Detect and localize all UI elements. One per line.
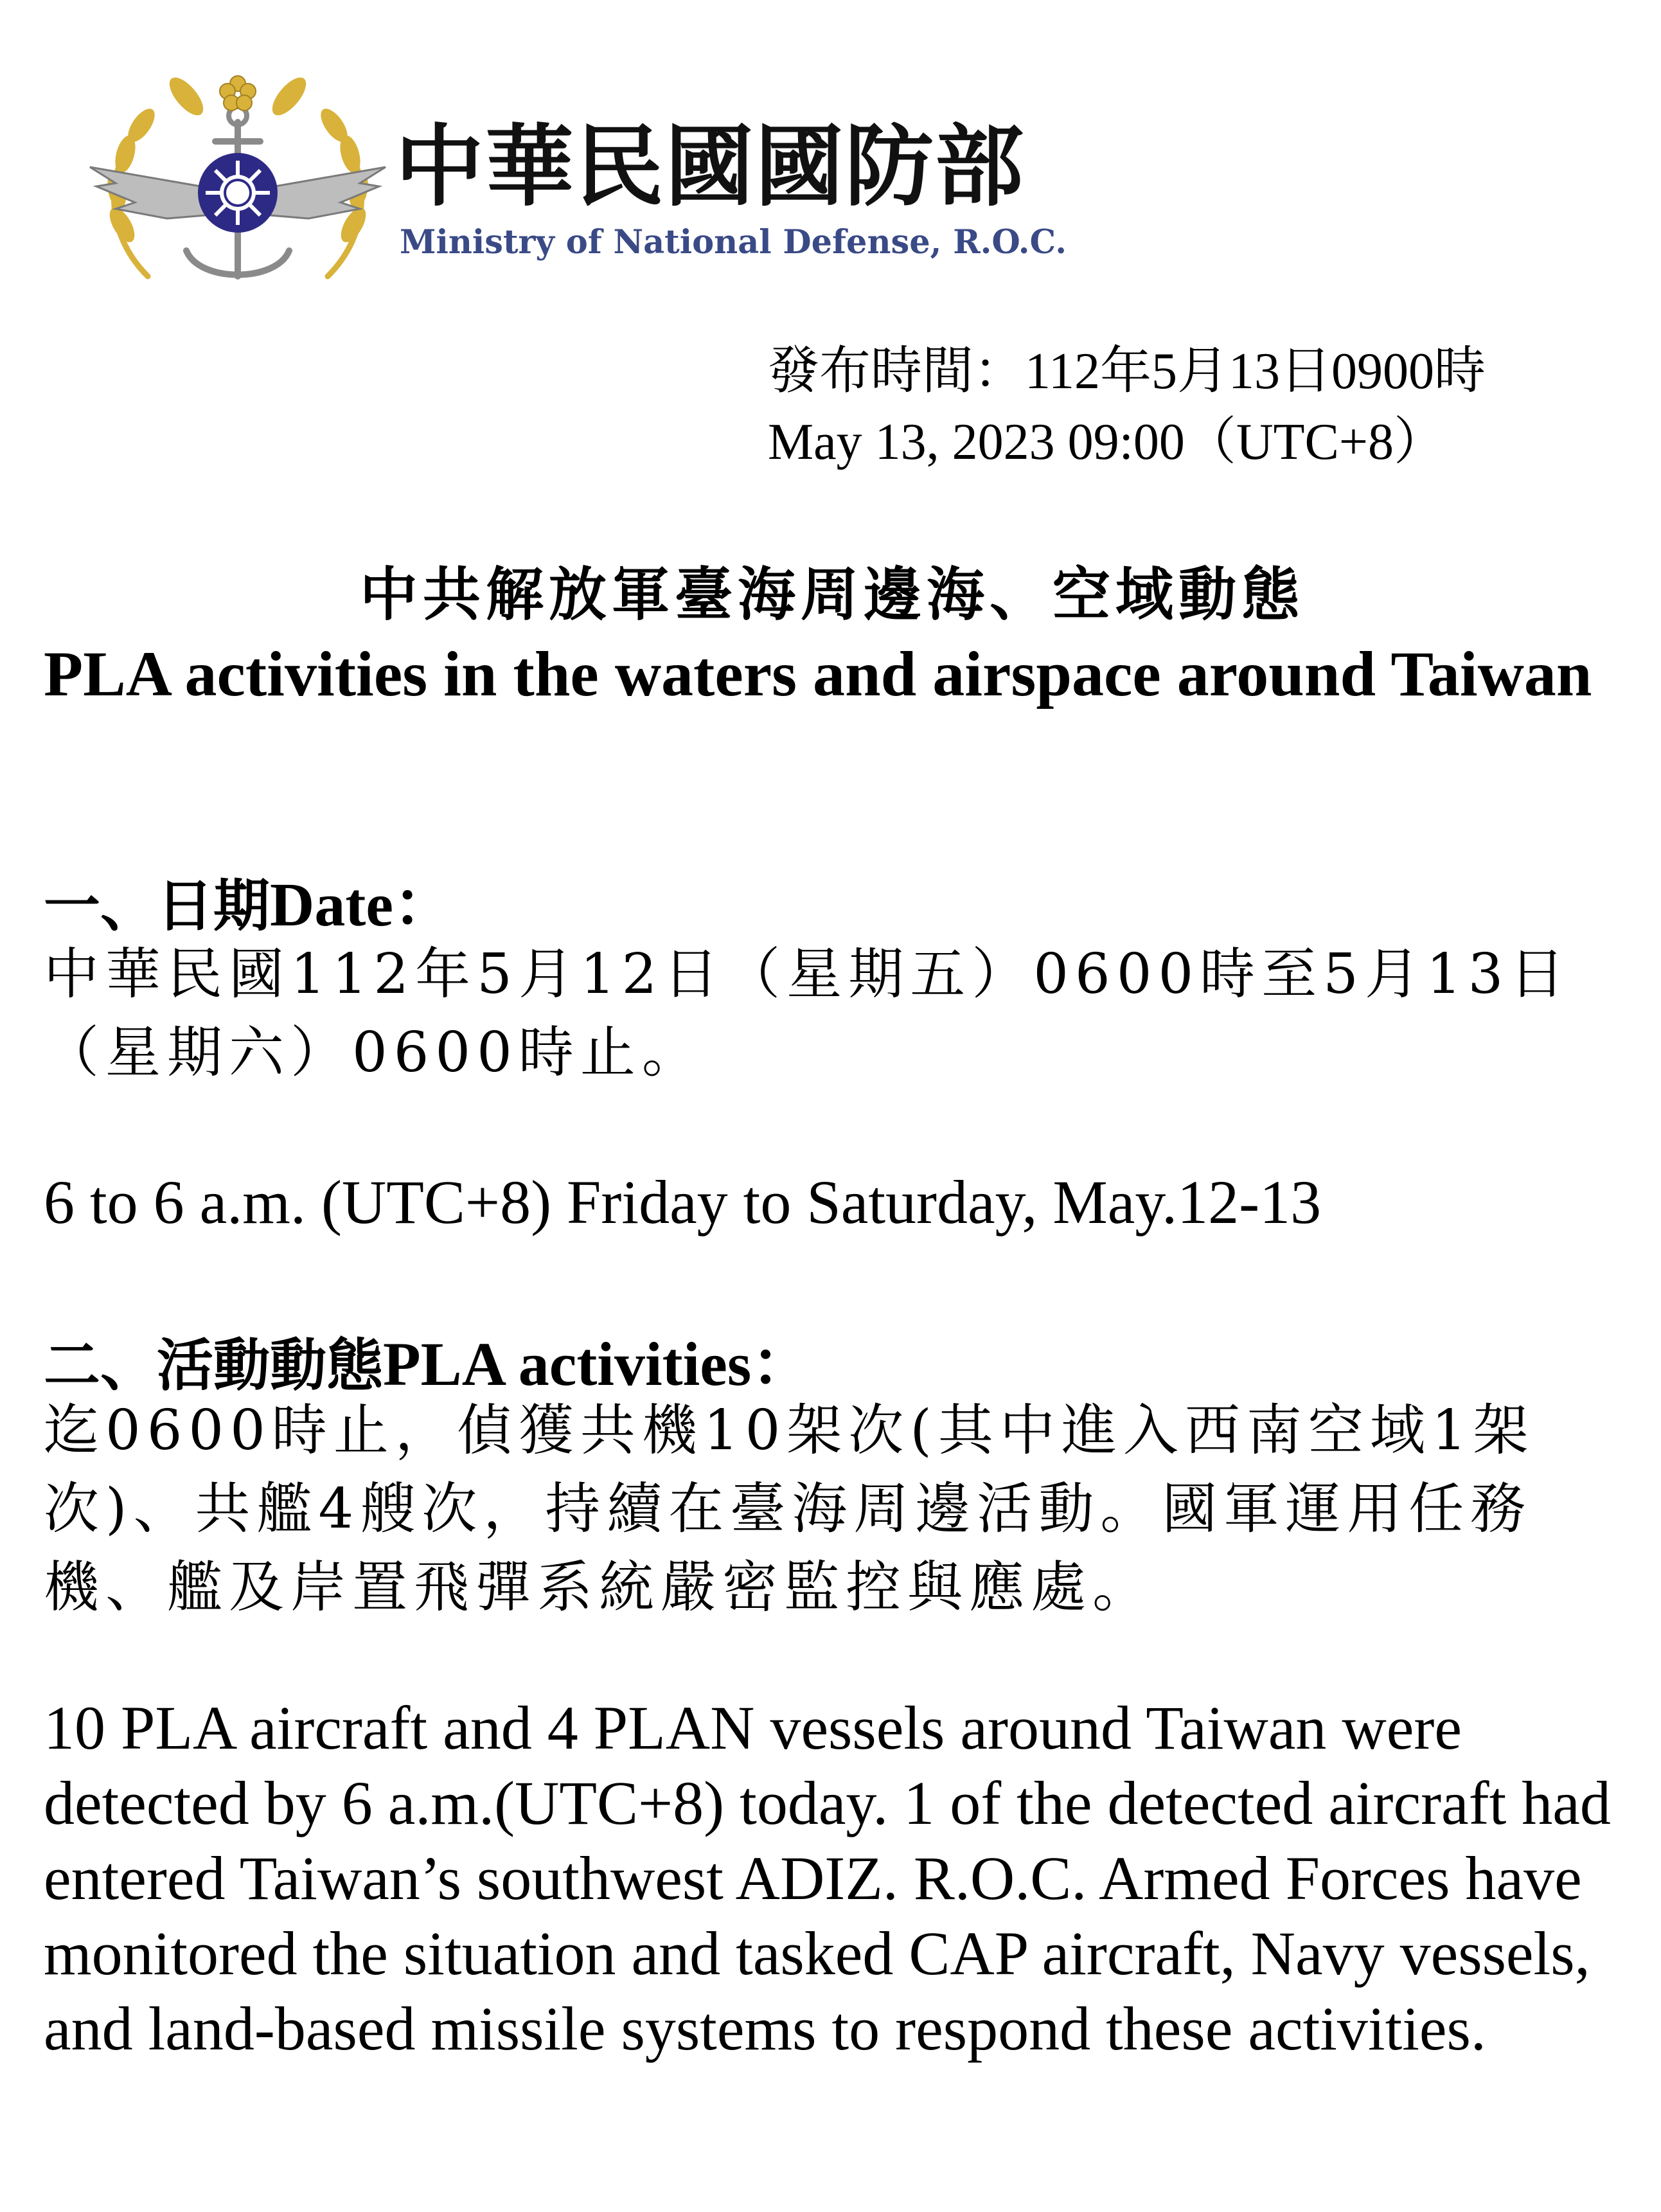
section-activities-body-zh: 迄0600時止，偵獲共機10架次(其中進入西南空域1架次)、共艦4艘次，持續在臺海周邊活動。國軍運用任務機、艦及岸置飛彈系統嚴密監控與應處。 [44,1398,1535,1619]
section-date-heading-en: Date： [270,870,455,939]
section-activities-heading [44,1330,813,1398]
org-name-zh: 中華民國國防部 [395,114,1026,219]
mnd-emblem-icon [77,64,398,315]
section-activities-heading-zh: 二、活動動態 [44,1332,384,1398]
title-en: PLA activities in the waters and airspace around Taiwan [44,638,1592,709]
section-date-heading [44,870,455,939]
release-time-en: May 13, 2023 09:00（UTC+8） [768,414,1445,470]
section-activities-heading-en: PLA activities： [383,1330,813,1398]
org-name-en: Ministry of National Defense, R.O.C. [400,223,1067,262]
section-date-heading-zh: 一、日期 [44,872,271,939]
section-activities-body-en: 10 PLA aircraft and 4 PLAN vessels around Taiwan were detected by 6 a.m.(UTC+8) today. 1 of the detected aircraft had entered Taiwan’s southwest ADIZ. R.O.C. Armed Forces have monitored the situation and tasked CAP aircraft, Navy vessels, and land-based missile systems to respond these activities. [44,1693,1611,2063]
section-date-body-zh: 中華民國112年5月12日（星期五）0600時至5月13日（星期六）0600時止。 [44,942,1572,1085]
title-zh: 中共解放軍臺海周邊海、空域動態 [360,560,1304,629]
section-date-body-en: 6 to 6 a.m. (UTC+8) Friday to Saturday, May.12-13 [44,1168,1322,1236]
release-time-zh: 發布時間：112年5月13日0900時 [768,343,1486,400]
